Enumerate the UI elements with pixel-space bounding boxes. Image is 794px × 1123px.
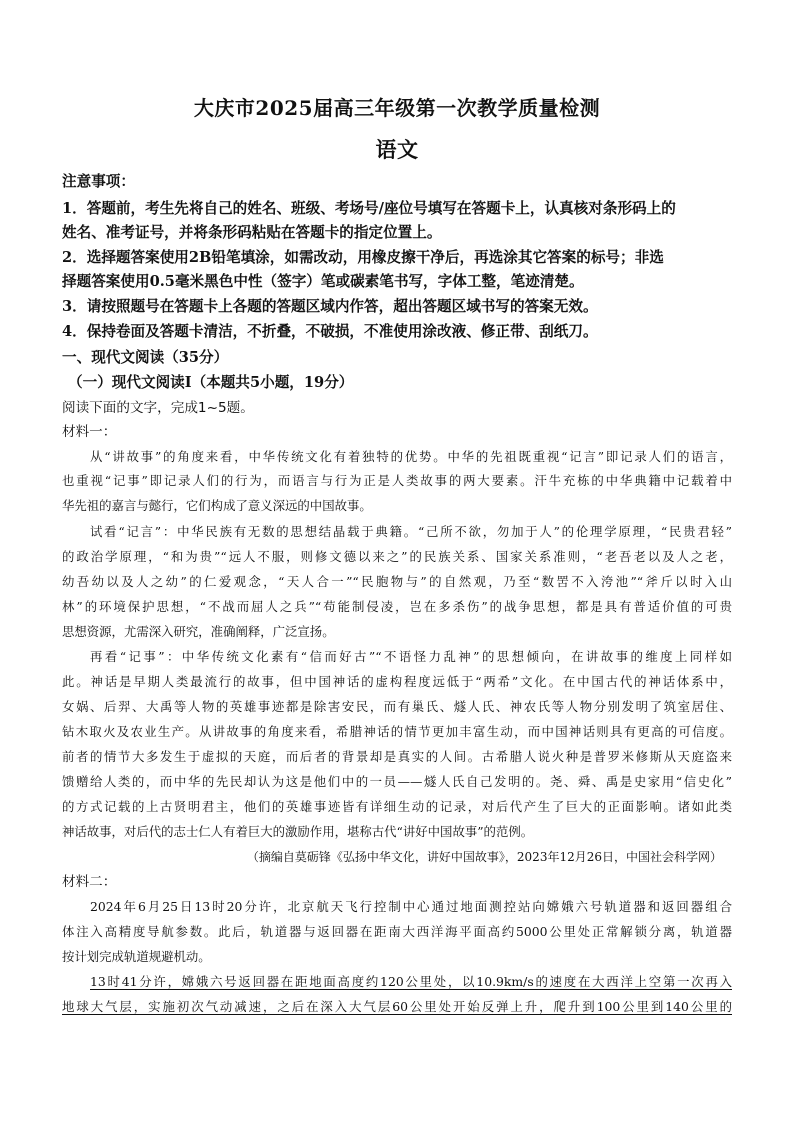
notice-line: 4．保持卷面及答题卡清洁，不折叠，不破损，不准使用涂改液、修正带、刮纸刀。 — [62, 323, 598, 340]
paragraph-line: 体注入高精度导航参数。此后，轨道器与返回器在距南大西洋海平面高约5000公里处正常解锁分离，轨道器 — [62, 924, 732, 939]
paragraph-line: 女娲、后羿、大禹等人物的英雄事迹都是除害安民，而有巢氏、燧人氏、神农氏等人物分别发明了筑室居住、 — [62, 699, 732, 714]
paragraph-line: 神话故事，对后代的志士仁人有着巨大的激励作用，堪称古代“讲好中国故事”的范例。 — [62, 824, 534, 839]
paragraph-line: 此。神话是早期人类最流行的故事，但中国神话的虚构程度远低于“两希”文化。在中国古代的神话体系中， — [62, 674, 732, 689]
notice-line: 择题答案使用0.5毫米黑色中性（签字）笔或碳素笔书写，字体工整，笔迹清楚。 — [62, 273, 584, 290]
underlined-line: 地球大气层，实施初次气动减速，之后在深入大气层60公里处开始反弹上升，爬升到100公里到140公里的 — [62, 999, 732, 1014]
notice-line: 1．答题前，考生先将自己的姓名、班级、考场号/座位号填写在答题卡上，认真核对条形码上的 — [62, 200, 676, 217]
material-one-label: 材料一： — [62, 424, 117, 440]
paragraph-line: 华先祖的嘉言与懿行，它们构成了意义深远的中国故事。 — [62, 498, 372, 513]
subsection-heading: （一）现代文阅读Ⅰ（本题共5小题，19分） — [68, 374, 354, 391]
notice-line: 3．请按照题号在答题卡上各题的答题区域内作答，超出答题区域书写的答案无效。 — [62, 298, 598, 315]
material-two-label: 材料二： — [62, 874, 117, 890]
paragraph-line: 的方式记载的上古贤明君主，他们的英雄事迹皆有详细生动的记录，对后代产生了巨大的正面影响。诸如此类 — [62, 799, 732, 814]
notice-line: 2．选择题答案使用2B铅笔填涂，如需改动，用橡皮擦干净后，再选涂其它答案的标号；非选 — [62, 249, 664, 266]
subject-title: 语文 — [375, 137, 419, 162]
underlined-line: 13时41分许，嫦娥六号返回器在距地面高度约120公里处，以10.9km/s的速度在大西洋上空第一次再入 — [90, 974, 732, 989]
section-heading: 一、现代文阅读（35分） — [62, 349, 229, 366]
notice-heading: 注意事项： — [62, 173, 135, 190]
paragraph-line: 按计划完成轨道规避机动。 — [62, 949, 211, 964]
paragraph-line: 2024年6月25日13时20分许，北京航天飞行控制中心通过地面测控站向嫦娥六号轨道器和返回器组合 — [90, 899, 732, 914]
reading-instruction: 阅读下面的文字，完成1~5题。 — [62, 400, 254, 416]
paragraph-line: 幼吾幼以及人之幼”的仁爱观念，“天人合一”“民胞物与”的自然观，乃至“数罟不入洿池”“斧斤以时入山 — [62, 574, 732, 589]
paragraph-line: 的政治学原理，“和为贵”“远人不服，则修文德以来之”的民族关系、国家关系准则，“老吾老以及人之老， — [62, 549, 732, 564]
notice-line: 姓名、准考证号，并将条形码粘贴在答题卡的指定位置上。 — [62, 224, 442, 241]
paragraph-line: 试看“记言”：中华民族有无数的思想结晶载于典籍。“己所不欲，勿加于人”的伦理学原理，“民贵君轻” — [90, 524, 732, 539]
paragraph-line: 再看“记事”：中华传统文化素有“信而好古”“不语怪力乱神”的思想倾向，在讲故事的维度上同样如 — [90, 649, 732, 664]
paragraph-line: 思想资源，尤需深入研究，准确阐释，广泛宣扬。 — [62, 624, 335, 639]
exam-title: 大庆市2025届高三年级第一次教学质量检测 — [193, 96, 601, 120]
paragraph-line: 馈赠给人类的，而中华的先民却认为这是他们中的一员——燧人氏自己发明的。尧、舜、禹是史家用“信史化” — [62, 774, 732, 789]
paragraph-line: 钻木取火及农业生产。从讲故事的角度来看，希腊神话的情节更加丰富生动，而中国神话则具有更高的可信度。 — [62, 724, 732, 739]
paragraph-line: 林”的环境保护思想，“不战而屈人之兵”“苟能制侵凌，岂在多杀伤”的战争思想，都是具有普适价值的可贵 — [62, 599, 732, 614]
material-one-source: （摘编自莫砺锋《弘扬中华文化，讲好中国故事》，2023年12月26日，中国社会科学网） — [246, 850, 722, 864]
paragraph-line: 前者的情节大多发生于虚拟的天庭，而后者的背景却是真实的人间。古希腊人说火种是普罗米修斯从天庭盗来 — [62, 749, 732, 764]
paragraph-line: 从“讲故事”的角度来看，中华传统文化有着独特的优势。中华的先祖既重视“记言”即记录人们的语言， — [90, 449, 732, 464]
paragraph-line: 也重视“记事”即记录人们的行为，而语言与行为正是人类故事的两大要素。汗牛充栋的中华典籍中记载着中 — [62, 473, 732, 488]
